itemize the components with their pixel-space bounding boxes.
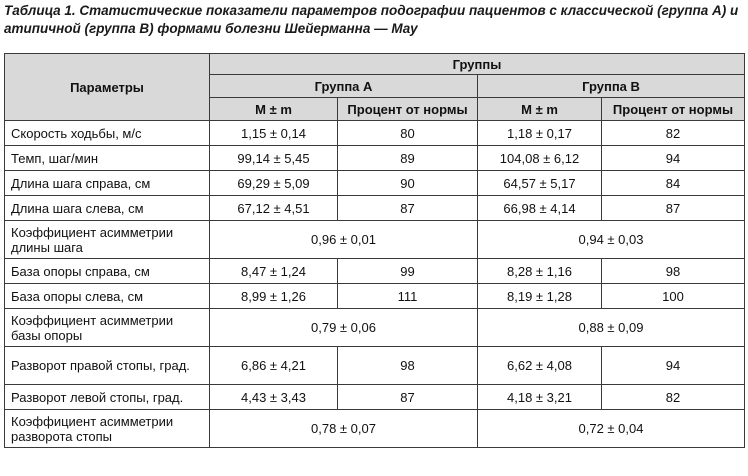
group-a-percent: 89 bbox=[338, 146, 478, 171]
group-a-merged-value: 0,79 ± 0,06 bbox=[210, 309, 478, 347]
group-a-mean: 67,12 ± 4,51 bbox=[210, 196, 338, 221]
group-b-mean: 1,18 ± 0,17 bbox=[478, 121, 602, 146]
param-name: Разворот левой стопы, град. bbox=[5, 385, 210, 410]
group-b-mean: 8,19 ± 1,28 bbox=[478, 284, 602, 309]
header-mean-a: M ± m bbox=[210, 98, 338, 121]
param-name: Разворот правой стопы, град. bbox=[5, 347, 210, 385]
param-name: Длина шага справа, см bbox=[5, 171, 210, 196]
param-name: Коэффициент асимметрии длины шага bbox=[5, 221, 210, 259]
gait-parameters-table bbox=[4, 53, 745, 448]
group-b-merged-value: 0,94 ± 0,03 bbox=[478, 221, 745, 259]
group-a-percent: 87 bbox=[338, 196, 478, 221]
group-b-percent: 82 bbox=[602, 385, 745, 410]
group-b-mean: 66,98 ± 4,14 bbox=[478, 196, 602, 221]
group-b-mean: 4,18 ± 3,21 bbox=[478, 385, 602, 410]
group-b-percent: 100 bbox=[602, 284, 745, 309]
group-b-mean: 8,28 ± 1,16 bbox=[478, 259, 602, 284]
param-name: Темп, шаг/мин bbox=[5, 146, 210, 171]
table-row bbox=[5, 171, 745, 196]
table-row bbox=[5, 309, 745, 347]
group-a-percent: 80 bbox=[338, 121, 478, 146]
group-a-mean: 99,14 ± 5,45 bbox=[210, 146, 338, 171]
group-b-percent: 84 bbox=[602, 171, 745, 196]
group-a-mean: 69,29 ± 5,09 bbox=[210, 171, 338, 196]
group-a-percent: 111 bbox=[338, 284, 478, 309]
group-b-mean: 6,62 ± 4,08 bbox=[478, 347, 602, 385]
group-a-merged-value: 0,96 ± 0,01 bbox=[210, 221, 478, 259]
table-row bbox=[5, 284, 745, 309]
header-group-a: Группа А bbox=[210, 75, 478, 98]
group-b-percent: 94 bbox=[602, 347, 745, 385]
group-a-percent: 99 bbox=[338, 259, 478, 284]
group-a-percent: 90 bbox=[338, 171, 478, 196]
group-a-mean: 8,47 ± 1,24 bbox=[210, 259, 338, 284]
table-caption: Таблица 1. Статистические показатели параметров подографии пациентов с классической (группа А) и атипичной (группа В) формами болезни Шейерманна — Мау bbox=[4, 3, 739, 36]
group-b-percent: 98 bbox=[602, 259, 745, 284]
header-percent-b: Процент от нормы bbox=[602, 98, 745, 121]
group-b-percent: 94 bbox=[602, 146, 745, 171]
group-b-mean: 104,08 ± 6,12 bbox=[478, 146, 602, 171]
header-parameters: Параметры bbox=[5, 54, 210, 121]
group-b-merged-value: 0,72 ± 0,04 bbox=[478, 410, 745, 448]
table-row bbox=[5, 121, 745, 146]
header-percent-a: Процент от нормы bbox=[338, 98, 478, 121]
param-name: Длина шага слева, см bbox=[5, 196, 210, 221]
group-a-mean: 6,86 ± 4,21 bbox=[210, 347, 338, 385]
table-row bbox=[5, 146, 745, 171]
param-name: Скорость ходьбы, м/с bbox=[5, 121, 210, 146]
group-b-mean: 64,57 ± 5,17 bbox=[478, 171, 602, 196]
group-b-percent: 82 bbox=[602, 121, 745, 146]
table-row bbox=[5, 196, 745, 221]
table-row bbox=[5, 221, 745, 259]
table-row bbox=[5, 385, 745, 410]
group-a-mean: 1,15 ± 0,14 bbox=[210, 121, 338, 146]
group-a-percent: 98 bbox=[338, 347, 478, 385]
group-a-merged-value: 0,78 ± 0,07 bbox=[210, 410, 478, 448]
group-a-mean: 4,43 ± 3,43 bbox=[210, 385, 338, 410]
param-name: База опоры справа, см bbox=[5, 259, 210, 284]
table-row bbox=[5, 347, 745, 385]
group-a-mean: 8,99 ± 1,26 bbox=[210, 284, 338, 309]
param-name: Коэффициент асимметрии базы опоры bbox=[5, 309, 210, 347]
table-row bbox=[5, 259, 745, 284]
header-groups: Группы bbox=[210, 54, 745, 75]
header-group-b: Группа В bbox=[478, 75, 745, 98]
group-a-percent: 87 bbox=[338, 385, 478, 410]
header-mean-b: M ± m bbox=[478, 98, 602, 121]
group-b-merged-value: 0,88 ± 0,09 bbox=[478, 309, 745, 347]
param-name: Коэффициент асимметрии разворота стопы bbox=[5, 410, 210, 448]
group-b-percent: 87 bbox=[602, 196, 745, 221]
table-row bbox=[5, 410, 745, 448]
param-name: База опоры слева, см bbox=[5, 284, 210, 309]
